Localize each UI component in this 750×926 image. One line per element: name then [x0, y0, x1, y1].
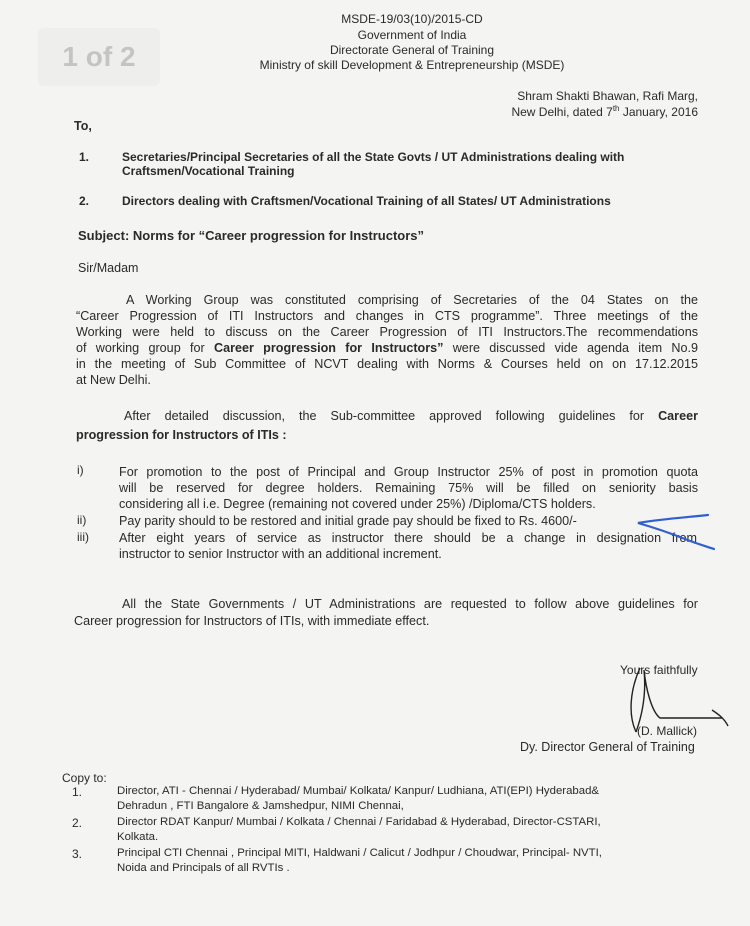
guideline-line: After eight years of service as instructor there should be a change in designation from	[119, 531, 697, 545]
guideline-line: will be reserved for degree holders. Remaining 75% will be filled on seniority basis	[119, 481, 698, 495]
address-line: Shram Shakti Bhawan, Rafi Marg,	[517, 89, 698, 103]
salutation: Sir/Madam	[78, 261, 139, 275]
government-name: Government of India	[357, 28, 467, 42]
closing-text: Yours faithfully	[620, 663, 698, 677]
ministry-name: Ministry of skill Development & Entrepreneurship (MSDE)	[259, 58, 565, 72]
subject-line: Subject: Norms for “Career progression for Instructors”	[78, 228, 425, 243]
copy-line: Dehradun , FTI Bangalore & Jamshedpur, NIMI Chennai,	[117, 800, 404, 812]
copy-line: Director, ATI - Chennai / Hyderabad/ Mumbai/ Kolkata/ Kanpur/ Ludhiana, ATI(EPI) Hyderabad&	[117, 785, 600, 797]
signatory-name: (D. Mallick)	[637, 724, 697, 738]
copy-line: Principal CTI Chennai , Principal MITI, Haldwani / Calicut / Jodhpur / Choudwar, Principal- NVTI,	[117, 847, 602, 859]
copy-number: 2.	[72, 816, 83, 830]
copy-number: 1.	[72, 785, 83, 799]
addressee-number: 2.	[79, 194, 90, 208]
copy-line: Noida and Principals of all RVTIs .	[117, 862, 290, 874]
addressee-number: 1.	[79, 150, 90, 164]
copy-line: Kolkata.	[117, 831, 159, 843]
paragraph-line: Working were held to discuss on the Career Progression of ITI Instructors.The recommendations	[76, 325, 698, 339]
paragraph-line: progression for Instructors of ITIs :	[76, 428, 287, 442]
paragraph-bold-text: Career progression for Instructors”	[213, 341, 444, 355]
paragraph-line: in the meeting of Sub Committee of NCVT dealing with Norms & Courses held on on 17.12.2015	[76, 357, 698, 371]
paragraph-line: A Working Group was constituted comprising of Secretaries of the 04 States on the	[126, 293, 698, 307]
signatory-designation: Dy. Director General of Training	[520, 740, 695, 754]
paragraph-line: Career progression for Instructors of ITIs, with immediate effect.	[74, 614, 430, 628]
to-label: To,	[74, 119, 92, 133]
guideline-line: instructor to senior Instructor with an additional increment.	[119, 547, 442, 561]
copy-to-label: Copy to:	[62, 771, 107, 785]
copy-line: Director RDAT Kanpur/ Mumbai / Kolkata / Chennai / Faridabad & Hyderabad, Director-CSTARI,	[117, 816, 601, 828]
guideline-number: i)	[77, 463, 84, 477]
reference-number: MSDE-19/03(10)/2015-CD	[341, 12, 483, 26]
addressee-line: Secretaries/Principal Secretaries of all the State Govts / UT Administrations dealing with	[122, 150, 625, 164]
department-name: Directorate General of Training	[329, 43, 495, 57]
paragraph-text: of working group for	[76, 341, 214, 355]
guideline-number: iii)	[77, 530, 89, 544]
paragraph-text: After detailed discussion, the Sub-committee approved following guidelines for	[124, 409, 659, 423]
paragraph-text: were discussed vide agenda item No.9	[443, 341, 698, 355]
date-suffix: January, 2016	[619, 105, 698, 119]
addressee-line: Directors dealing with Craftsmen/Vocational Training of all States/ UT Administrations	[122, 194, 611, 208]
page-indicator: 1 of 2	[38, 28, 160, 86]
paragraph-line	[76, 340, 698, 357]
guideline-line: considering all i.e. Degree (remaining not covered under 25%) /Diploma/CTS holders.	[119, 497, 596, 511]
guideline-line: Pay parity should to be restored and initial grade pay should be fixed to Rs. 4600/-	[119, 514, 577, 528]
date-superscript: th	[612, 104, 620, 113]
guideline-number: ii)	[77, 513, 87, 527]
date-line	[511, 104, 698, 119]
copy-number: 3.	[72, 847, 83, 861]
date-prefix: New Delhi, dated 7	[511, 105, 613, 119]
paragraph-bold-text: Career	[658, 409, 698, 423]
addressee-line: Craftsmen/Vocational Training	[122, 164, 295, 178]
paragraph-line: at New Delhi.	[76, 373, 151, 387]
paragraph-line: All the State Governments / UT Administrations are requested to follow above guidelines for	[122, 597, 698, 611]
guideline-line: For promotion to the post of Principal and Group Instructor 25% of post in promotion quota	[119, 465, 698, 479]
paragraph-line	[124, 408, 698, 425]
paragraph-line: “Career Progression of ITI Instructors and changes in CTS programme”. Three meetings of the	[76, 309, 698, 323]
